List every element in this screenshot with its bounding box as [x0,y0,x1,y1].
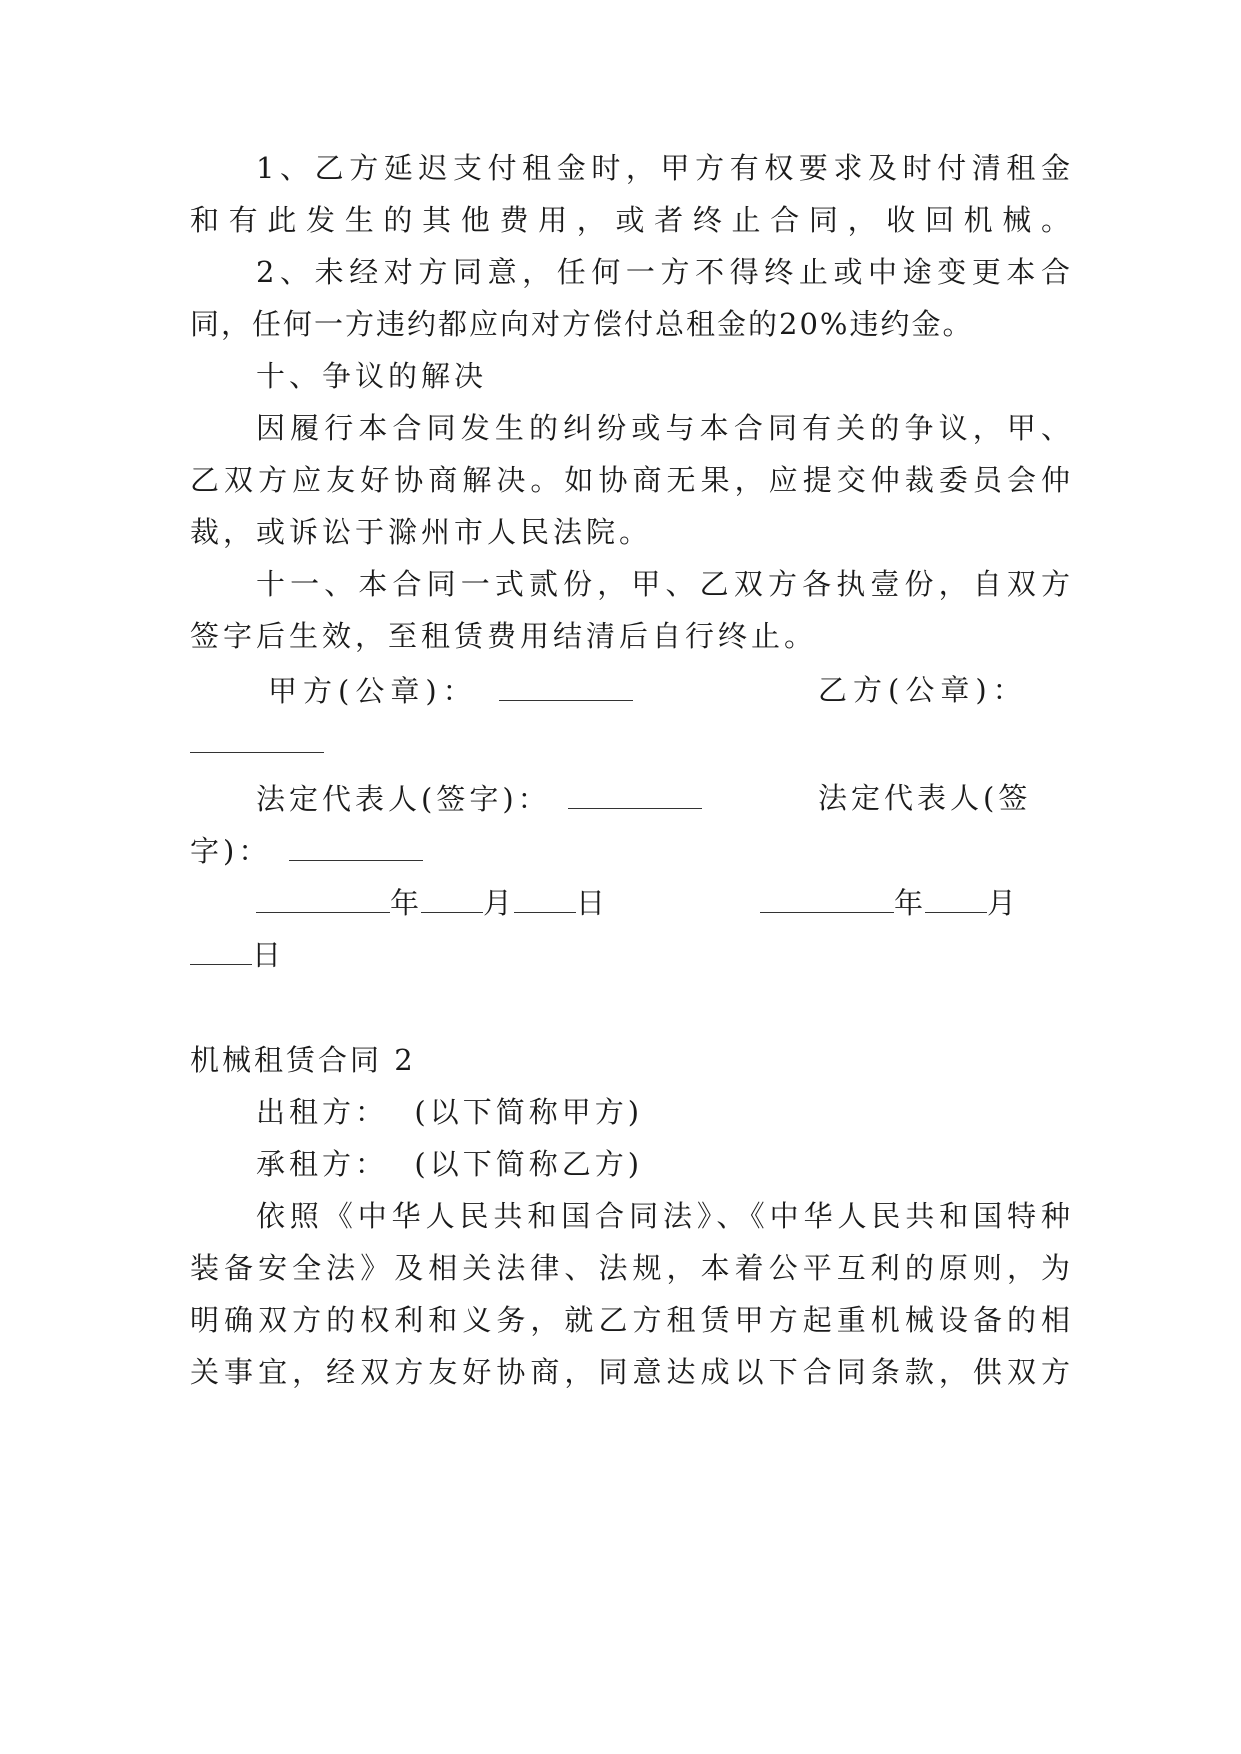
dispute-line-1: 因履行本合同发生的纠纷或与本合同有关的争议，甲、 [256,411,1070,445]
party-b-seal-blank [190,722,324,753]
clause-eleven-line-2: 签字后生效，至租赁费用结清后自行终止。 [190,619,818,653]
party-a-day-label: 日 [576,886,608,920]
party-b-date-row [760,882,1080,923]
party-a-seal-blank [499,670,633,701]
section-ten-heading: 十、争议的解决 [256,359,488,393]
contract-2-para-line-2: 装备安全法》及相关法律、法规，本着公平互利的原则，为 [190,1251,1070,1285]
contract-2-title: 机械租赁合同 2 [190,1043,416,1077]
party-a-day-blank [514,882,576,913]
clause-2-line-2: 同，任何一方违约都应向对方偿付总租金的20%违约金。 [190,307,974,341]
party-b-rep-label-2: 字)： [190,834,272,868]
clause-1-line-1: 1、乙方延迟支付租金时，甲方有权要求及时付清租金 [256,151,1070,185]
party-a-year-label: 年 [390,886,422,920]
contract-2-para-line-1: 依照《中华人民共和国合同法》、《中华人民共和国特种 [256,1199,1070,1233]
party-a-month-blank [421,882,483,913]
party-a-seal-row [268,670,668,711]
clause-eleven-line-1: 十一、本合同一式贰份，甲、乙双方各执壹份，自双方 [256,567,1070,601]
party-b-year-label: 年 [894,886,926,920]
party-b-day-label: 日 [252,938,284,972]
party-b-year-blank [760,882,894,913]
party-b-rep-row [190,830,450,871]
contract-2-para-line-4: 关事宜，经双方友好协商，同意达成以下合同条款，供双方 [190,1355,1070,1389]
clause-1-line-2: 和有此发生的其他费用，或者终止合同，收回机械。 [190,203,1070,237]
lessee-line: 承租方： (以下简称乙方) [256,1147,644,1181]
dispute-line-2: 乙双方应友好协商解决。如协商无果，应提交仲裁委员会仲 [190,463,1070,497]
party-a-rep-blank [568,778,702,809]
clause-2-line-1: 2、未经对方同意，任何一方不得终止或中途变更本合 [256,255,1070,289]
party-b-seal-label: 乙方(公章)： [818,673,1028,707]
party-a-seal-label: 甲方(公章)： [268,674,478,708]
party-a-year-blank [256,882,390,913]
party-b-seal-row [190,722,330,763]
party-b-month-label: 月 [987,886,1019,920]
party-a-rep-label: 法定代表人(签字)： [256,782,551,816]
party-b-day-blank [190,934,252,965]
party-a-rep-row [256,778,756,819]
party-b-rep-label-1: 法定代表人(签 [818,781,1032,815]
party-a-date-row [256,882,676,923]
party-b-month-blank [925,882,987,913]
lessor-line: 出租方： (以下简称甲方) [256,1095,644,1129]
dispute-line-3: 裁，或诉讼于滁州市人民法院。 [190,515,653,549]
contract-2-para-line-3: 明确双方的权利和义务，就乙方租赁甲方起重机械设备的相 [190,1303,1070,1337]
party-a-month-label: 月 [483,886,515,920]
party-b-rep-blank [289,830,423,861]
party-b-day-row [190,934,390,975]
